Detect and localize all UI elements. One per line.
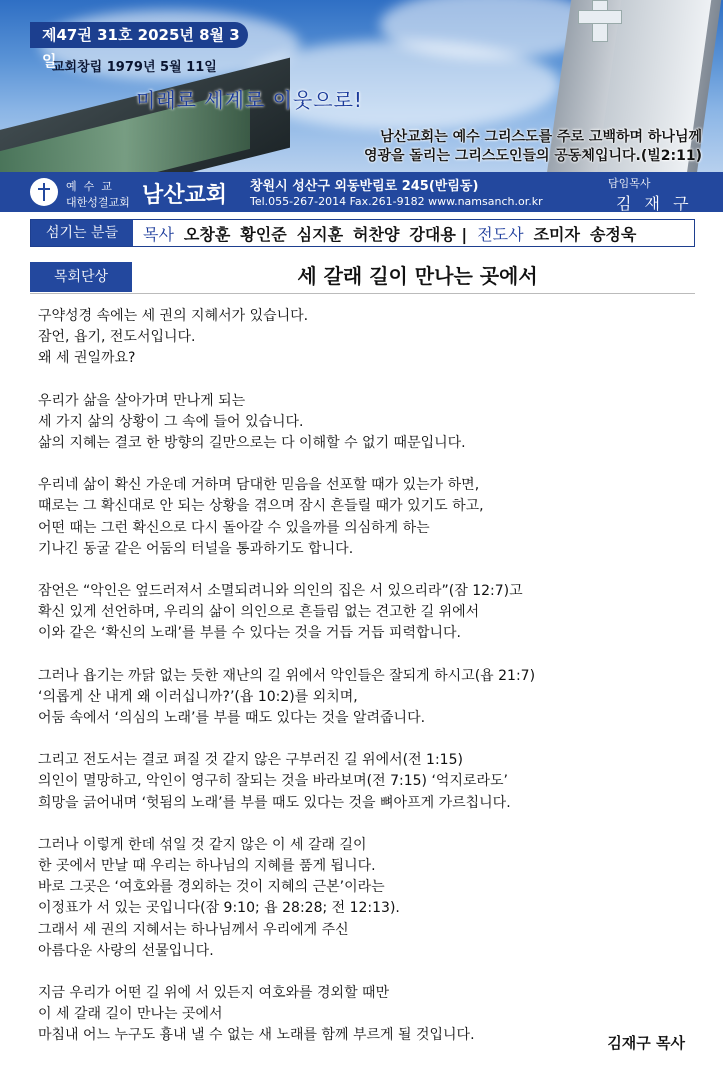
pastor-role-label: 목사 [143, 224, 174, 244]
evangelist-name: 조미자 [533, 224, 580, 244]
body-line: 그래서 세 권의 지혜서는 하나님께서 우리에게 주신 [38, 921, 349, 938]
vision-line: 영광을 돌리는 그리스도인들의 공동체입니다.(빌2:11) [363, 148, 702, 164]
body-line: 희망을 긁어내며 ‘헛됨의 노래’를 부를 때도 있다는 것을 뼈아프게 가르칩니다. [38, 794, 511, 811]
founded-date: 교회창립 1979년 5월 11일 [52, 60, 217, 75]
body-line: 잠언은 “악인은 엎드러져서 소멸되려니와 의인의 집은 서 있으리라”(잠 12:7)고 [38, 583, 523, 600]
body-paragraph [38, 983, 688, 1047]
body-paragraph [38, 391, 688, 455]
church-contact: Tel.055-267-2014 Fax.261-9182 www.namsanch.or.kr [250, 195, 543, 208]
body-paragraph [38, 750, 688, 814]
body-line: 그러나 욥기는 까닭 없는 듯한 재난의 길 위에서 악인들은 잘되게 하시고(욥 21:7) [38, 667, 536, 684]
body-line: 세 가지 삶의 상황이 그 속에 들어 있습니다. [38, 413, 304, 430]
ministers-list [133, 222, 646, 245]
minister-name: 심지훈 [296, 224, 344, 244]
body-line: 이정표가 서 있는 곳입니다(잠 9:10; 욥 28:28; 전 12:13). [38, 900, 400, 917]
denomination-bottom: 대한성결교회 [66, 196, 130, 209]
body-paragraph [38, 581, 688, 645]
column-badge: 목회단상 [30, 262, 132, 292]
body-line: 그리고 전도서는 결코 펴질 것 같지 않은 구부러진 길 위에서(전 1:15) [38, 752, 463, 769]
body-line: 삶의 지혜는 결코 한 방향의 길만으로는 다 이해할 수 없기 때문입니다. [38, 435, 466, 452]
denomination-top: 예수교 [66, 180, 119, 193]
body-line: 어떤 때는 그런 확신으로 다시 돌아갈 수 있을까를 의심하게 하는 [38, 519, 430, 536]
author-signature: 김재구 목사 [607, 1034, 685, 1052]
body-line: 왜 세 권일까요? [38, 350, 136, 367]
minister-name: 황인준 [240, 224, 287, 244]
body-line: 구약성경 속에는 세 권의 지혜서가 있습니다. [38, 308, 309, 324]
body-line: 우리가 삶을 살아가며 만나게 되는 [38, 392, 246, 409]
column-body [38, 306, 688, 1068]
ministers-row [30, 219, 695, 247]
slogan: 미래로 세계로 이웃으로! [136, 88, 363, 112]
evangelist-name: 송정욱 [589, 224, 637, 244]
body-paragraph [38, 475, 688, 560]
body-line: 이와 같은 ‘확신의 노래’를 부를 수 있다는 것을 거듭 거듭 피력합니다. [38, 625, 461, 642]
minister-name: 오창훈 [183, 224, 231, 244]
body-line: 마침내 어느 누구도 흉내 낼 수 없는 새 노래를 함께 부르게 될 것입니다. [38, 1027, 475, 1044]
body-paragraph [38, 306, 688, 370]
header-banner [0, 0, 723, 172]
evangelist-role-label: 전도사 [477, 224, 524, 244]
body-line: 아름다운 사랑의 선물입니다. [38, 942, 214, 959]
body-line: 바로 그곳은 ‘여호와를 경외하는 것이 지혜의 근본’이라는 [38, 879, 385, 896]
body-line: 잠언, 욥기, 전도서입니다. [38, 329, 196, 346]
tower-cross-bar [578, 10, 622, 24]
senior-pastor-name: 김 재 구 [616, 194, 693, 213]
body-line: 지금 우리가 어떤 길 위에 서 있든지 여호와를 경외할 때만 [38, 985, 390, 1002]
body-line: 확신 있게 선언하며, 우리의 삶이 의인으로 흔들림 없는 견고한 길 위에서 [38, 604, 480, 621]
vision-statement [330, 128, 702, 166]
church-address: 창원시 성산구 외동반림로 245(반림동) [250, 179, 479, 194]
issue-info: 제47권 31호 2025년 8월 3일 [30, 22, 248, 48]
body-line: 이 세 갈래 길이 만나는 곳에서 [38, 1006, 223, 1023]
body-paragraph [38, 835, 688, 962]
ministers-label: 섬기는 분들 [31, 220, 133, 246]
body-line: ‘의롭게 산 내게 왜 이러십니까?’(욥 10:2)를 외치며, [38, 688, 358, 705]
body-line: 기나긴 동굴 같은 어둠의 터널을 통과하기도 합니다. [38, 540, 354, 557]
body-line: 때로는 그 확신대로 안 되는 상황을 겪으며 잠시 흔들릴 때가 있기도 하고, [38, 498, 484, 515]
body-line: 어둠 속에서 ‘의심의 노래’를 부를 때도 있다는 것을 알려줍니다. [38, 710, 426, 727]
title-divider [30, 293, 695, 294]
minister-name: 허찬양 [353, 224, 400, 244]
church-name: 남산교회 [142, 183, 228, 208]
body-paragraph [38, 666, 688, 730]
body-line: 그러나 이렇게 한데 섞일 것 같지 않은 이 세 갈래 길이 [38, 836, 367, 853]
body-line: 의인이 멸망하고, 악인이 영구히 잘되는 것을 바라보며(전 7:15) ‘억지로라도’ [38, 773, 508, 790]
column-title: 세 갈래 길이 만나는 곳에서 [297, 264, 538, 288]
senior-pastor-role: 담임목사 [608, 177, 651, 190]
minister-name: 강대용 | [409, 224, 468, 244]
body-line: 우리네 삶이 확신 가운데 거하며 담대한 믿음을 선포할 때가 있는가 하면, [38, 477, 480, 494]
church-logo-icon [30, 178, 58, 206]
body-line: 한 곳에서 만날 때 우리는 하나님의 지혜를 품게 됩니다. [38, 858, 376, 875]
vision-line: 남산교회는 예수 그리스도를 주로 고백하며 하나님께 [380, 129, 702, 145]
